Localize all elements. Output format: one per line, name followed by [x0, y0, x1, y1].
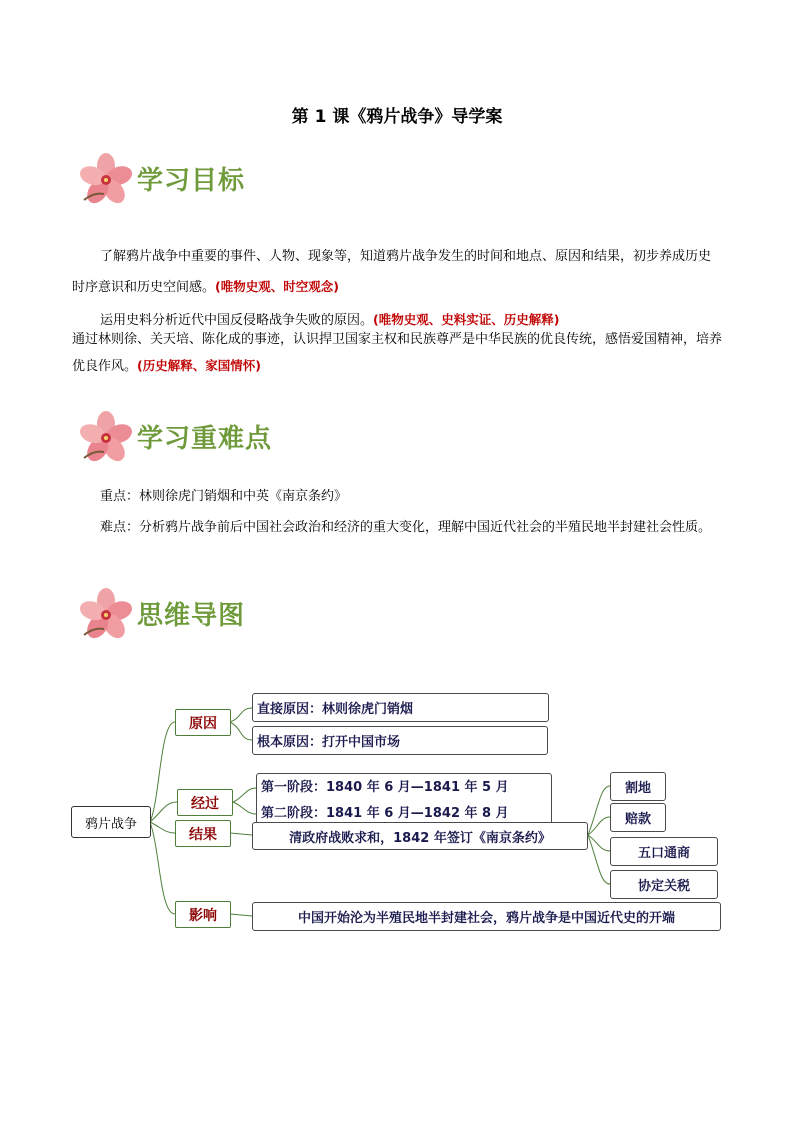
cause-direct	[252, 693, 549, 722]
cause-direct-value: 林则徐虎门销烟	[322, 702, 414, 717]
cause-root	[252, 726, 548, 755]
cause-root-value: 打开中国市场	[322, 735, 401, 750]
goal-text-1: 了解鸦片战争中重要的事件、人物、现象等，知道鸦片战争发生的时间和地点、原因和结果，初步养成历史时序意识和历史空间感。	[72, 249, 712, 295]
process-stage-1: 第一阶段：1840 年 6 月—1841 年 5 月	[261, 779, 509, 795]
goal-tag-2: (唯物史观、史料实证、历史解释)	[373, 312, 560, 327]
cause-root-key: 根本原因：	[257, 735, 323, 750]
section-heading-text: 学习重难点	[137, 424, 273, 454]
process-stages	[256, 773, 552, 828]
goal-text-2: 运用史料分析近代中国反侵略战争失败的原因。	[100, 313, 374, 328]
result-item-indemnity: 赔款	[610, 803, 666, 832]
key-focus: 重点：林则徐虎门销烟和中英《南京条约》	[100, 489, 348, 504]
section-heading-text: 思维导图	[137, 601, 246, 631]
branch-cause: 原因	[175, 709, 231, 736]
mindmap-root: 鸦片战争	[71, 806, 151, 838]
branch-process: 经过	[177, 789, 233, 816]
branch-result: 结果	[175, 820, 231, 847]
branch-impact: 影响	[175, 901, 231, 928]
goal-tag-3: (历史解释、家国情怀)	[137, 358, 261, 373]
process-stage-2: 第二阶段：1841 年 6 月—1842 年 8 月	[261, 805, 509, 821]
result-item-five-ports: 五口通商	[610, 837, 718, 866]
result-text: 清政府战败求和，1842 年签订《南京条约》	[252, 822, 588, 850]
section-heading-text: 学习目标	[137, 166, 246, 196]
goal-tag-1: (唯物史观、时空观念)	[215, 279, 339, 294]
result-item-cede-land: 割地	[610, 772, 666, 801]
page-title: 第 1 课《鸦片战争》导学案	[291, 107, 503, 127]
impact-text: 中国开始沦为半殖民地半封建社会，鸦片战争是中国近代史的开端	[252, 902, 721, 931]
result-item-tariff: 协定关税	[610, 870, 718, 899]
goal-text-3: 通过林则徐、关天培、陈化成的事迹，认识捍卫国家主权和民族尊严是中华民族的优良传统，感悟爱国精神，培养优良作风。	[72, 332, 723, 374]
cause-direct-key: 直接原因：	[257, 702, 323, 717]
key-difficulty: 难点：分析鸦片战争前后中国社会政治和经济的重大变化，理解中国近代社会的半殖民地半封建社会性质。	[100, 520, 712, 535]
